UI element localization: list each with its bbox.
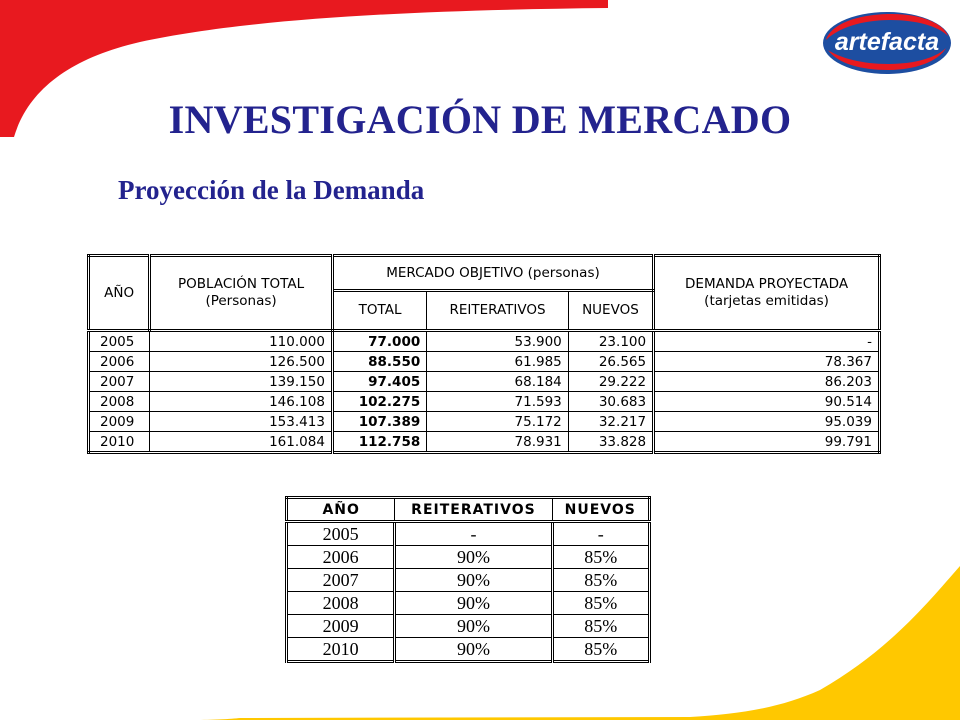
cell-demand: 78.367 xyxy=(654,352,880,372)
header-total: TOTAL xyxy=(332,291,426,331)
cell-repeat: 90% xyxy=(395,546,552,569)
cell-year: 2010 xyxy=(89,432,150,453)
cell-total: 97.405 xyxy=(332,372,426,392)
cell-population: 110.000 xyxy=(150,331,333,352)
header-population-unit: (Personas) xyxy=(205,293,277,309)
cell-demand: 90.514 xyxy=(654,392,880,412)
header-repeat: REITERATIVOS xyxy=(395,498,552,522)
cell-total: 112.758 xyxy=(332,432,426,453)
cell-year: 2006 xyxy=(89,352,150,372)
cell-demand: 95.039 xyxy=(654,412,880,432)
cell-population: 146.108 xyxy=(150,392,333,412)
table-row xyxy=(89,392,880,412)
cell-total: 107.389 xyxy=(332,412,426,432)
cell-repeat: 90% xyxy=(395,638,552,662)
cell-year: 2009 xyxy=(287,615,395,638)
cell-repeat: 61.985 xyxy=(427,352,569,372)
cell-repeat: - xyxy=(395,522,552,546)
cell-year: 2005 xyxy=(287,522,395,546)
header-new: NUEVOS xyxy=(552,498,649,522)
cell-population: 126.500 xyxy=(150,352,333,372)
table-row xyxy=(287,522,650,546)
cell-year: 2007 xyxy=(287,569,395,592)
cell-year: 2009 xyxy=(89,412,150,432)
header-projected-demand xyxy=(654,256,880,331)
table-row xyxy=(287,638,650,662)
cell-total: 77.000 xyxy=(332,331,426,352)
cell-year: 2007 xyxy=(89,372,150,392)
header-year: AÑO xyxy=(287,498,395,522)
cell-new: 29.222 xyxy=(568,372,653,392)
header-repeat: REITERATIVOS xyxy=(427,291,569,331)
cell-new: 32.217 xyxy=(568,412,653,432)
cell-demand: 99.791 xyxy=(654,432,880,453)
cell-new: 26.565 xyxy=(568,352,653,372)
cell-year: 2008 xyxy=(89,392,150,412)
table-row xyxy=(287,592,650,615)
header-population xyxy=(150,256,333,331)
table-row xyxy=(287,569,650,592)
table-row xyxy=(89,432,880,453)
cell-population: 139.150 xyxy=(150,372,333,392)
cell-new: 85% xyxy=(552,546,649,569)
header-new: NUEVOS xyxy=(568,291,653,331)
cell-year: 2005 xyxy=(89,331,150,352)
header-projected-demand-unit: (tarjetas emitidas) xyxy=(704,293,829,309)
cell-population: 153.413 xyxy=(150,412,333,432)
cell-new: 85% xyxy=(552,592,649,615)
header-projected-demand-label: DEMANDA PROYECTADA xyxy=(685,276,849,292)
cell-total: 88.550 xyxy=(332,352,426,372)
cell-repeat: 90% xyxy=(395,615,552,638)
table-row xyxy=(89,412,880,432)
cell-repeat: 71.593 xyxy=(427,392,569,412)
cell-repeat: 68.184 xyxy=(427,372,569,392)
table-row xyxy=(89,331,880,352)
page-subtitle: Proyección de la Demanda xyxy=(118,175,425,205)
cell-new: 85% xyxy=(552,638,649,662)
cell-repeat: 75.172 xyxy=(427,412,569,432)
cell-year: 2010 xyxy=(287,638,395,662)
table-row xyxy=(287,615,650,638)
cell-new: 85% xyxy=(552,615,649,638)
cell-new: 23.100 xyxy=(568,331,653,352)
demand-table-body xyxy=(89,331,880,453)
page-title: INVESTIGACIÓN DE MERCADO xyxy=(168,97,792,142)
svg-text:artefacta: artefacta xyxy=(834,28,940,56)
cell-new: - xyxy=(552,522,649,546)
cell-new: 33.828 xyxy=(568,432,653,453)
header-target-market: MERCADO OBJETIVO (personas) xyxy=(332,256,653,291)
artefacta-logo xyxy=(822,10,952,76)
header-population-label: POBLACIÓN TOTAL xyxy=(178,276,305,292)
header-year: AÑO xyxy=(89,256,150,331)
percentage-table-body xyxy=(287,522,650,662)
cell-demand: 86.203 xyxy=(654,372,880,392)
cell-repeat: 90% xyxy=(395,592,552,615)
table-row xyxy=(89,372,880,392)
cell-new: 85% xyxy=(552,569,649,592)
cell-year: 2006 xyxy=(287,546,395,569)
cell-repeat: 53.900 xyxy=(427,331,569,352)
cell-year: 2008 xyxy=(287,592,395,615)
cell-repeat: 90% xyxy=(395,569,552,592)
percentage-table xyxy=(285,496,651,663)
cell-new: 30.683 xyxy=(568,392,653,412)
cell-population: 161.084 xyxy=(150,432,333,453)
cell-total: 102.275 xyxy=(332,392,426,412)
cell-repeat: 78.931 xyxy=(427,432,569,453)
table-row xyxy=(89,352,880,372)
table-row xyxy=(287,546,650,569)
cell-demand: - xyxy=(654,331,880,352)
demand-projection-table xyxy=(87,254,881,454)
